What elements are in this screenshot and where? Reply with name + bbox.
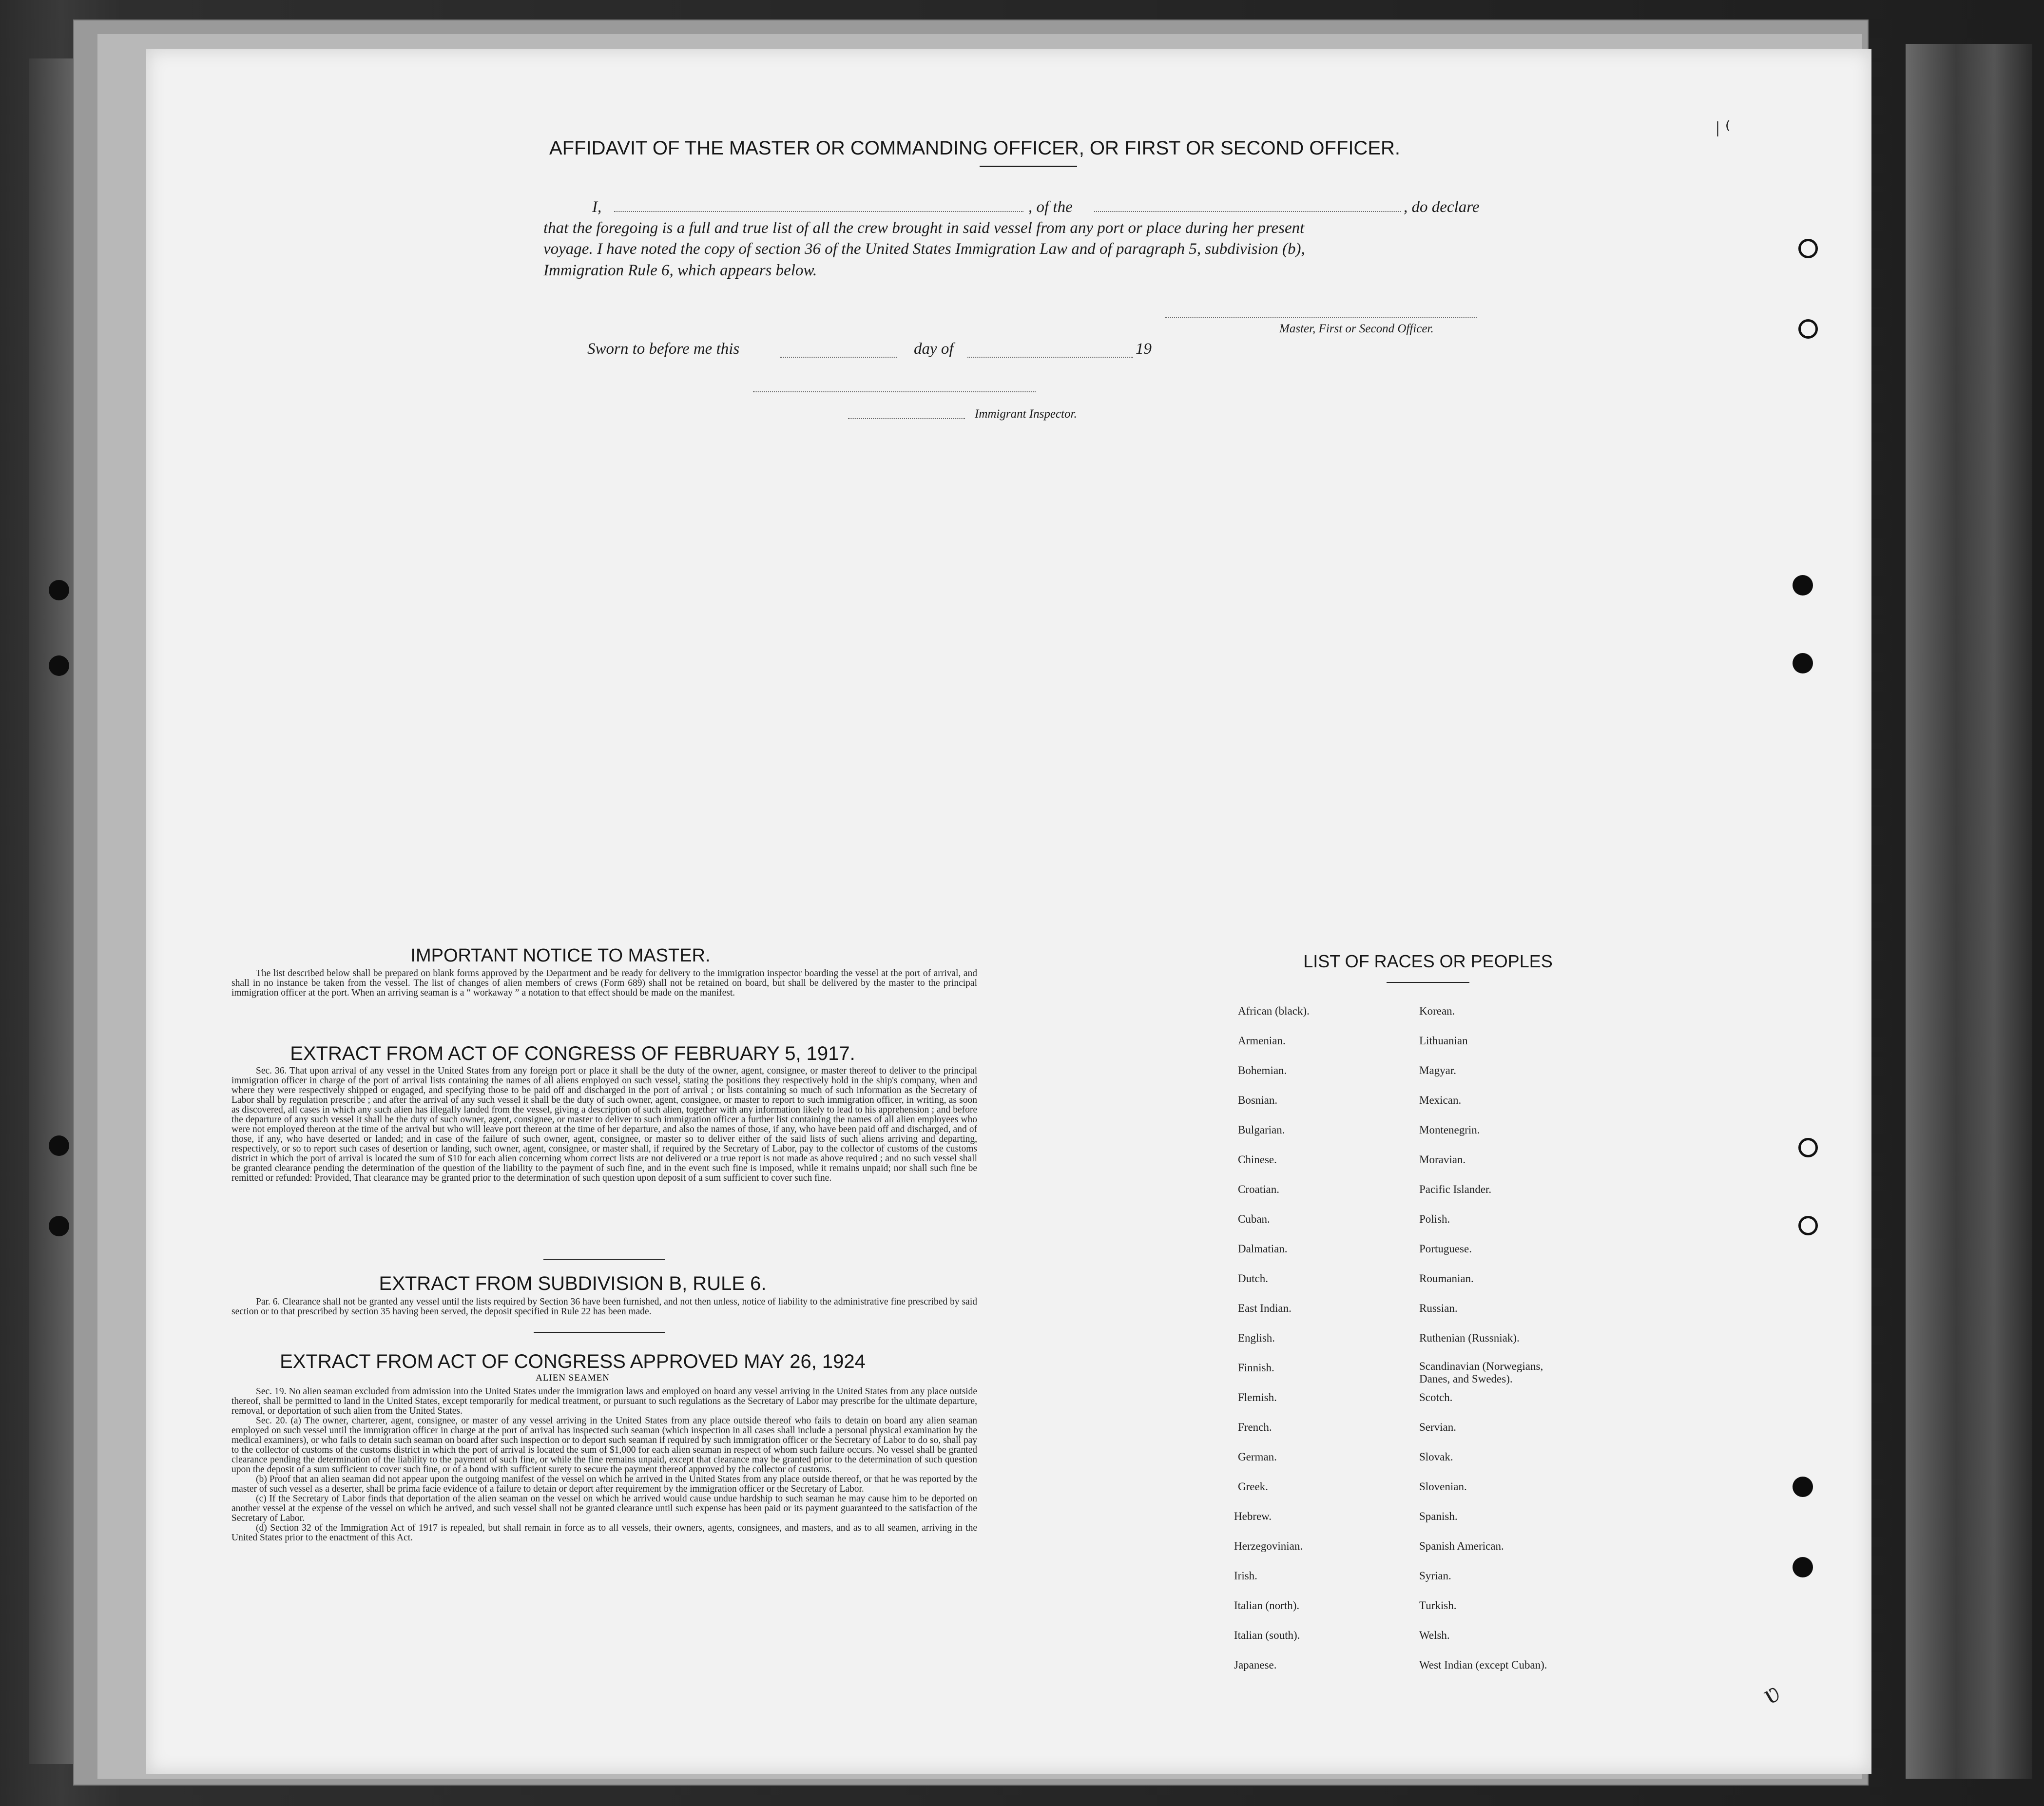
- sworn-month-blank[interactable]: [967, 357, 1133, 358]
- binder-hole: [1793, 1477, 1813, 1497]
- master-signature-line[interactable]: [1165, 317, 1477, 318]
- race-item: Roumanian.: [1419, 1272, 1474, 1285]
- binder-hole: [1793, 575, 1813, 596]
- affidavit-line-1: that the foregoing is a full and true list of all the crew brought in said vessel from any port or place during her present: [543, 219, 1305, 237]
- extract-1924-body: [231, 1387, 977, 1543]
- sec-19-paragraph: Sec. 19. No alien seaman excluded from admission into the United States under the immigration laws and employed on board any vessel arriving in the United States from any place outside thereof, shall be permitted to land in the United States, except temporarily for medical treatment, or pursuant to such regulations as the Secretary of Labor may prescribe for the ultimate departure, removal, or deportation of such alien from the United States.: [231, 1386, 977, 1416]
- race-item: Montenegrin.: [1419, 1124, 1480, 1136]
- binder-hole: [49, 1216, 69, 1236]
- race-item: Slovak.: [1419, 1451, 1453, 1463]
- race-item: Dalmatian.: [1238, 1243, 1288, 1255]
- race-item: Finnish.: [1238, 1362, 1274, 1374]
- sworn-prefix: Sworn to before me this: [587, 340, 740, 358]
- binder-hole: [1793, 653, 1813, 673]
- races-title-underline: [1387, 982, 1469, 983]
- race-item: English.: [1238, 1332, 1275, 1344]
- race-item: Portuguese.: [1419, 1243, 1472, 1255]
- race-item: Irish.: [1234, 1570, 1257, 1582]
- race-item: Cuban.: [1238, 1213, 1270, 1225]
- sec-20d-paragraph: (d) Section 32 of the Immigration Act of 1917 is repealed, but shall remain in force as to all vessels, their owners, agents, consignees, and masters, and as to all seamen, arriving in the United States prior to the enactment of this Act.: [231, 1523, 977, 1543]
- race-item: Croatian.: [1238, 1183, 1279, 1195]
- race-item: Turkish.: [1419, 1599, 1457, 1612]
- race-item: Russian.: [1419, 1302, 1458, 1314]
- race-item: Dutch.: [1238, 1272, 1268, 1285]
- inspector-signature-line-2[interactable]: [848, 418, 965, 419]
- race-item: Polish.: [1419, 1213, 1450, 1225]
- sworn-year: 19: [1136, 340, 1152, 358]
- binder-right-edge: [1906, 44, 2032, 1779]
- extract-1917-title: EXTRACT FROM ACT OF CONGRESS OF FEBRUARY 5, 1917.: [290, 1043, 855, 1064]
- race-item: Ruthenian (Russniak).: [1419, 1332, 1520, 1344]
- race-item: Chinese.: [1238, 1153, 1277, 1166]
- extract-1924-subtitle: ALIEN SEAMEN: [536, 1373, 610, 1383]
- subdivision-b-title: EXTRACT FROM SUBDIVISION B, RULE 6.: [379, 1273, 767, 1294]
- extract-1917-body: [231, 1066, 977, 1183]
- subdivision-b-paragraph: Par. 6. Clearance shall not be granted any vessel until the lists required by Section 36 have been furnished, and not then unless, notice of liability to the administrative fine prescribed by said section or to that prescribed by section 35 having been served, the deposit specified in Rule 22 has been made.: [231, 1297, 977, 1317]
- race-item: Scotch.: [1419, 1391, 1453, 1403]
- race-item: Italian (north).: [1234, 1599, 1300, 1612]
- race-item: Japanese.: [1234, 1659, 1277, 1671]
- binder-hole: [1793, 1557, 1813, 1577]
- affidavit-line-3: Immigration Rule 6, which appears below.: [543, 262, 817, 279]
- race-item: Servian.: [1419, 1421, 1457, 1433]
- binder-hole: [1798, 319, 1818, 339]
- race-item: African (black).: [1238, 1005, 1310, 1017]
- race-item: Armenian.: [1238, 1035, 1286, 1047]
- sec-20a-paragraph: Sec. 20. (a) The owner, charterer, agent, consignee, or master of any vessel arriving in the United States from any place outside thereof who fails to detain on board any alien seaman employed on such vessel until the immigration officer in charge at the port of arrival has inspected such seaman (which inspection in all cases shall include a personal physical examination by the medical examiners), or who fails to detain such seaman on board after such inspection or to deport such seaman if required by such immigration officer or the Secretary of Labor to do so, shall pay to the collector of customs of the customs district in which the port of arrival is located the sum of $1,000 for each alien seaman in respect of whom such failure occurs. No vessel shall be granted clearance pending the determination of the liability to the payment of such fine, or while the fine remains unpaid, except that clearance may be granted prior to the determination of such question upon the deposit of a sum sufficient to cover such fine, or of a bond with sufficient surety to secure the payment thereof approved by the collector of customs.: [231, 1416, 977, 1475]
- sworn-day-of: day of: [914, 340, 954, 358]
- affidavit-line-2: voyage. I have noted the copy of section 36 of the United States Immigration Law and of paragraph 5, subdivision (b),: [543, 240, 1305, 258]
- race-item: Syrian.: [1419, 1570, 1451, 1582]
- race-item: Spanish American.: [1419, 1540, 1504, 1552]
- extract-1917-paragraph: Sec. 36. That upon arrival of any vessel in the United States from any foreign port or place it shall be the duty of the owner, agent, consignee, or master thereof to deliver to the principal immigration officer in charge of the port of arrival lists containing the names of all aliens employed on such vessel, stating the positions they respectively hold in the ship's company, when and where they were respectively shipped or engaged, and specifying those to be paid off and discharged in the port of arrival ; or lists containing so much of such information as the Secretary of Labor shall by regulation prescribe ; and after the arrival of any such vessel it shall be the duty of such owner, agent, consignee, or master to report to such immigration officer, in writing, as soon as discovered, all cases in which any such alien has illegally landed from the vessel, giving a description of such alien, together with any information likely to lead to his apprehension ; and before the departure of any such vessel it shall be the duty of such owner, agent, consignee, or master to deliver to such immigration officer a further list containing the names of all alien employees who were not employed thereon at the time of the arrival but who will leave port thereon at the time of her departure, and also the names of those, if any, who have been paid off and discharged, and of those, if any, who have deserted or landed; and in case of the failure of such owner, agent, consignee, or master so to deliver either of the said lists of such aliens arriving and departing, respectively, or so to report such cases of desertion or landing, such owner, agent, consignee, or master shall, if required by the Secretary of Labor, pay to the collector of customs of the customs district in which the port of arrival is located the sum of $10 for each alien concerning whom correct lists are not delivered or a true report is not made as above required ; and no such vessel shall be granted clearance pending the determination of the question of the liability to the payment of such fine, and in the event such fine is imposed, while it remains unpaid; nor shall such fine be remitted or refunded: Provided, That clearance may be granted prior to the determination of such question upon deposit of a sum sufficient to cover such fine.: [231, 1066, 977, 1183]
- binder-hole: [49, 655, 69, 676]
- binder-hole: [1798, 1138, 1818, 1157]
- section-divider: [534, 1332, 665, 1333]
- binder-hole: [49, 1135, 69, 1156]
- vessel-blank[interactable]: [1094, 211, 1401, 212]
- race-item: Flemish.: [1238, 1391, 1277, 1403]
- race-item: Korean.: [1419, 1005, 1455, 1017]
- binder-hole: [1798, 1216, 1818, 1235]
- race-item: Mexican.: [1419, 1094, 1462, 1106]
- master-signature-label: Master, First or Second Officer.: [1279, 322, 1434, 335]
- pencil-mark: ʋ: [1757, 1675, 1785, 1710]
- race-item: Spanish.: [1419, 1510, 1458, 1522]
- binder-hole: [49, 580, 69, 600]
- inspector-signature-line-1[interactable]: [753, 391, 1036, 392]
- name-blank[interactable]: [614, 211, 1023, 212]
- notice-title: IMPORTANT NOTICE TO MASTER.: [410, 945, 711, 966]
- race-item: Bohemian.: [1238, 1064, 1287, 1076]
- race-item: German.: [1238, 1451, 1277, 1463]
- declare-of-the: , of the: [1028, 198, 1073, 216]
- race-item: West Indian (except Cuban).: [1419, 1659, 1547, 1671]
- sec-20b-paragraph: (b) Proof that an alien seaman did not appear upon the outgoing manifest of the vessel on which he arrived in the United States from any place outside thereof, or that he was reported by the master of such vessel as a deserter, shall be prima facie evidence of a failure to detain or deport after requirement by the immigration officer or the Secretary of Labor.: [231, 1474, 977, 1494]
- race-item: Bulgarian.: [1238, 1124, 1285, 1136]
- race-item: Lithuanian: [1419, 1035, 1468, 1047]
- race-item: Italian (south).: [1234, 1629, 1300, 1641]
- race-item: East Indian.: [1238, 1302, 1292, 1314]
- race-item: Hebrew.: [1234, 1510, 1272, 1522]
- section-divider: [543, 1259, 665, 1260]
- inspector-signature-label: Immigrant Inspector.: [975, 407, 1077, 421]
- binder-hole: [1798, 239, 1818, 258]
- extract-1924-title: EXTRACT FROM ACT OF CONGRESS APPROVED MAY 26, 1924: [280, 1351, 866, 1372]
- race-item: Slovenian.: [1419, 1480, 1467, 1493]
- sworn-day-blank[interactable]: [780, 357, 897, 358]
- declare-do-declare: , do declare: [1404, 198, 1480, 216]
- race-item: Magyar.: [1419, 1064, 1457, 1076]
- race-item: Scandinavian (Norwegians, Danes, and Swedes).: [1419, 1360, 1543, 1385]
- pencil-mark: ǀ ⁽: [1716, 117, 1731, 141]
- race-item: Welsh.: [1419, 1629, 1450, 1641]
- races-title: LIST OF RACES OR PEOPLES: [1303, 951, 1553, 971]
- notice-paragraph: The list described below shall be prepared on blank forms approved by the Department and be ready for delivery to the immigration inspector boarding the vessel at the port of arrival, and shall in no instance be taken from the vessel. The list of changes of alien members of crews (Form 689) shall not be retained on board, but shall be delivered by the master to the principal immigration officer at the port. When an arriving seaman is a “ workaway ” a notation to that effect should be made on the manifest.: [231, 968, 977, 998]
- race-item: Moravian.: [1419, 1153, 1466, 1166]
- race-item: Pacific Islander.: [1419, 1183, 1492, 1195]
- race-item: Bosnian.: [1238, 1094, 1278, 1106]
- declare-i: I,: [592, 198, 602, 216]
- title-underline: [980, 166, 1077, 167]
- race-item: French.: [1238, 1421, 1272, 1433]
- subdivision-b-body: [231, 1297, 977, 1317]
- race-item: Greek.: [1238, 1480, 1268, 1493]
- sec-20c-paragraph: (c) If the Secretary of Labor finds that deportation of the alien seaman on the vessel on which he arrived would cause undue hardship to such seaman he may cause him to be deported on another vessel at the expense of the vessel on which he arrived, and such vessel shall not be granted clearance until such expense has been paid or its payment guaranteed to the satisfaction of the Secretary of Labor.: [231, 1494, 977, 1523]
- affidavit-title: AFFIDAVIT OF THE MASTER OR COMMANDING OFFICER, OR FIRST OR SECOND OFFICER.: [549, 137, 1400, 159]
- notice-body: [231, 969, 977, 998]
- race-item: Herzegovinian.: [1234, 1540, 1303, 1552]
